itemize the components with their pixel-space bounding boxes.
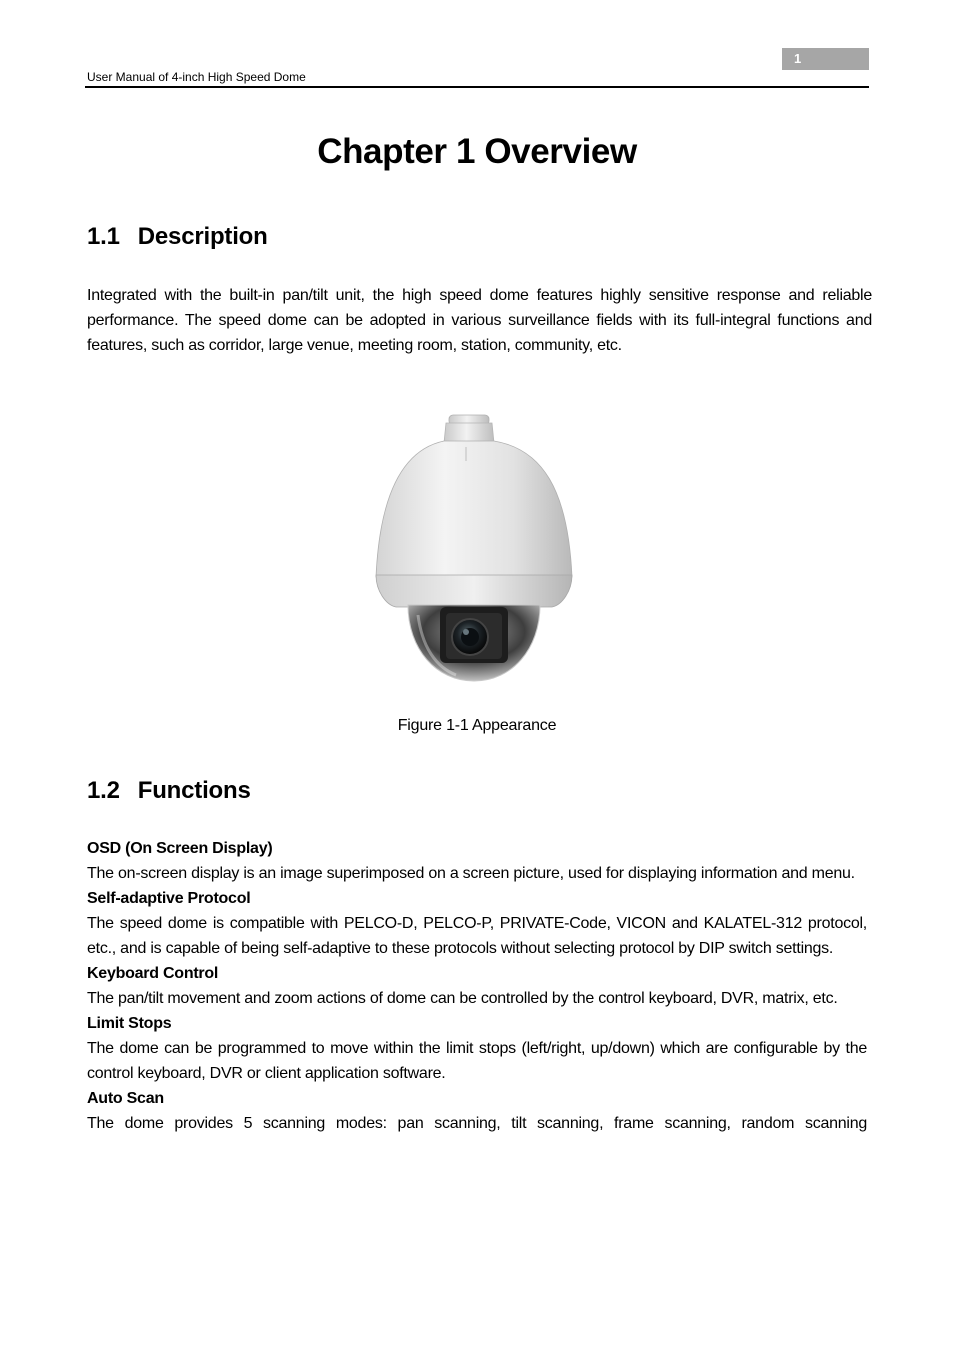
- function-title: Auto Scan: [87, 1090, 164, 1107]
- function-item-osd: [87, 836, 867, 886]
- header-divider: [85, 86, 869, 88]
- section-heading-functions: [87, 776, 251, 806]
- functions-list: [87, 836, 867, 1136]
- function-description: The pan/tilt movement and zoom actions of dome can be controlled by the control keyboard, DVR, matrix, etc.: [87, 990, 838, 1007]
- section-number: 1.1: [87, 223, 120, 250]
- function-description: The speed dome is compatible with PELCO-D, PELCO-P, PRIVATE-Code, VICON and KALATEL-312 protocol, etc., and is capable of being self-adaptive to these protocols without selecting protocol by DIP switch settings.: [87, 915, 867, 957]
- function-title: Self-adaptive Protocol: [87, 890, 251, 907]
- function-item-auto-scan: [87, 1086, 867, 1136]
- running-header: User Manual of 4-inch High Speed Dome: [87, 70, 306, 84]
- speed-dome-camera-illustration: [366, 409, 582, 691]
- function-description: The dome can be programmed to move within the limit stops (left/right, up/down) which are configurable by the control keyboard, DVR or client application software.: [87, 1040, 867, 1082]
- function-title: OSD (On Screen Display): [87, 840, 273, 857]
- function-title: Limit Stops: [87, 1015, 172, 1032]
- function-item-keyboard-control: [87, 961, 867, 1011]
- section-title: Functions: [137, 777, 251, 804]
- chapter-title: Chapter 1 Overview: [317, 132, 637, 171]
- section-number: 1.2: [87, 777, 120, 804]
- function-description: The dome provides 5 scanning modes: pan scanning, tilt scanning, frame scanning, random scanning: [87, 1115, 867, 1132]
- page-number-badge: [782, 48, 869, 70]
- page-number: 1: [794, 51, 802, 66]
- function-item-self-adaptive-protocol: [87, 886, 867, 961]
- figure-caption: Figure 1-1 Appearance: [397, 717, 557, 734]
- section-title: Description: [137, 223, 268, 250]
- function-description: The on-screen display is an image superimposed on a screen picture, used for displaying information and menu.: [87, 865, 855, 882]
- function-title: Keyboard Control: [87, 965, 219, 982]
- function-item-limit-stops: [87, 1011, 867, 1086]
- section-heading-description: [87, 222, 268, 252]
- description-paragraph: Integrated with the built-in pan/tilt unit, the high speed dome features highly sensitive response and reliable performance. The speed dome can be adopted in various surveillance fields with its full-integral functions and features, such as corridor, large venue, meeting room, station, community, etc.: [87, 287, 872, 354]
- speed-dome-camera-figure: [366, 409, 582, 691]
